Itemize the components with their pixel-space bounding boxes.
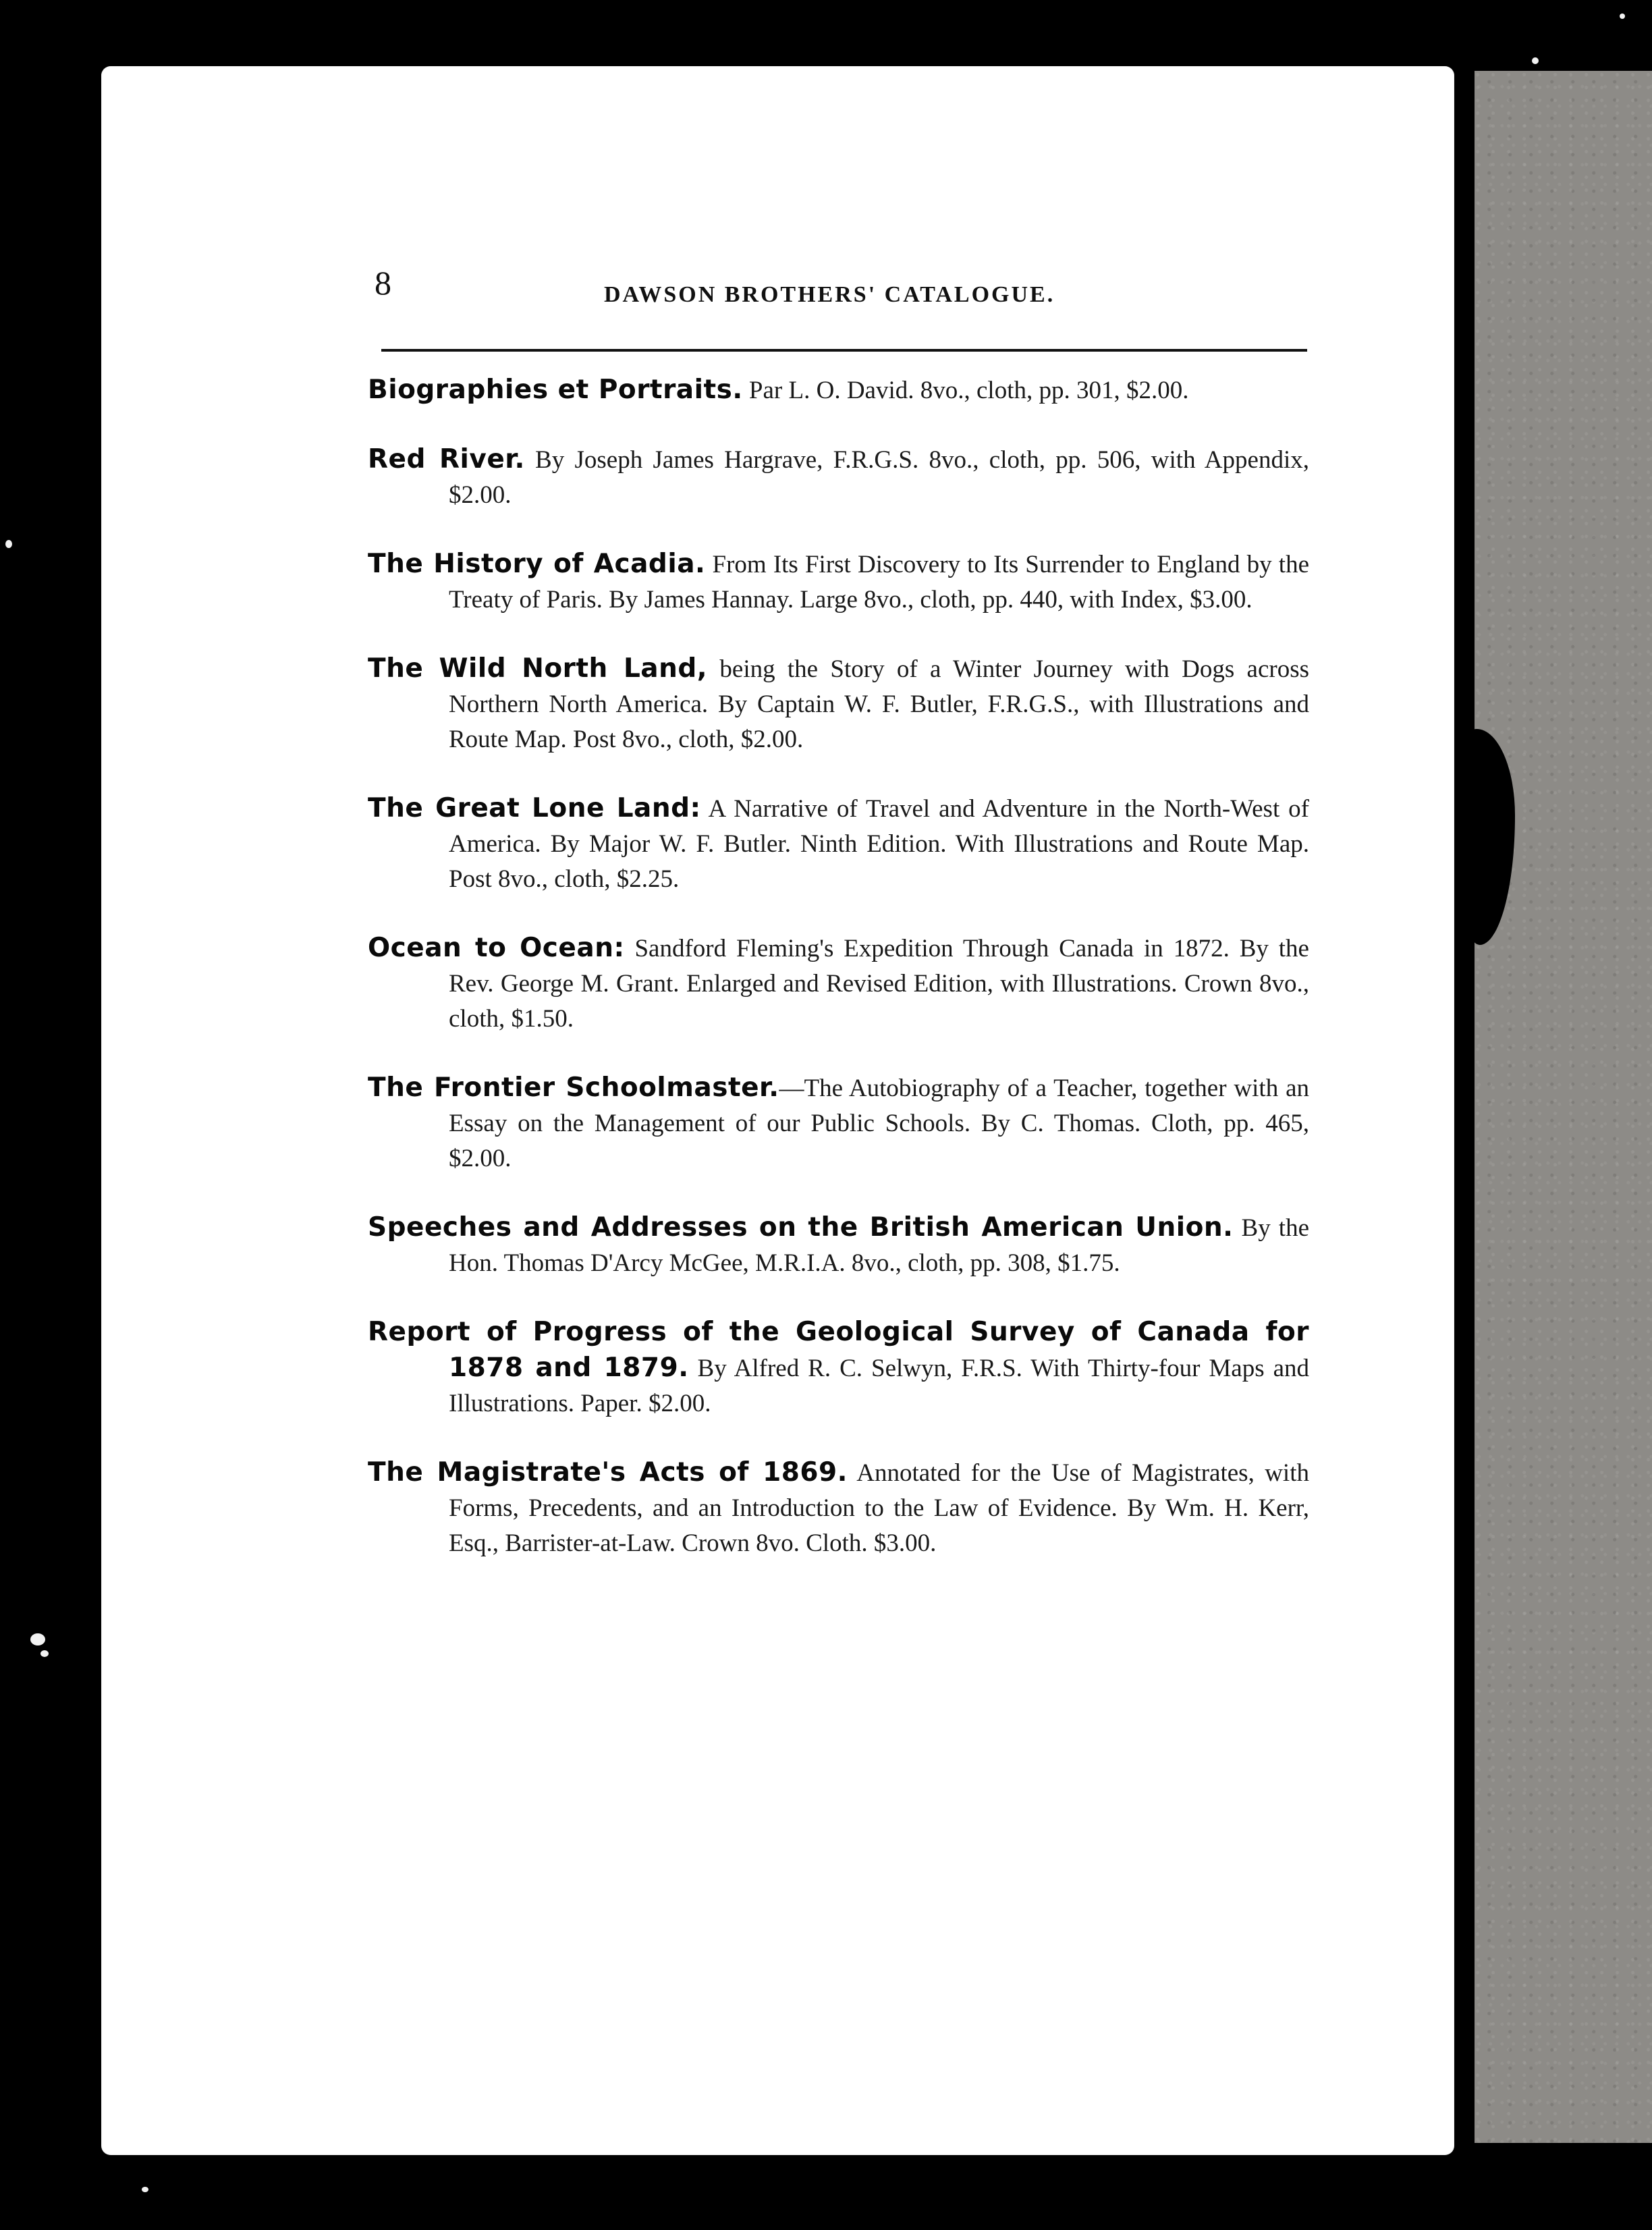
entry-title: The Great Lone Land: (368, 793, 701, 823)
catalogue-entry (368, 373, 1309, 408)
entry-title: Biographies et Portraits. (368, 375, 743, 405)
entry-description: Sandford Fleming's Expedition Through Canada in 1872. By the Rev. George M. Grant. Enlarged and Revised Edition, with Illustrations. Crown 8vo., cloth, $1.50. (449, 935, 1309, 1033)
catalogue-entry (368, 651, 1309, 757)
entry-title: Ocean to Ocean: (368, 933, 625, 963)
speck (30, 1633, 45, 1646)
entry-description: —The Autobiography of a Teacher, together with an Essay on the Management of our Public Schools. By C. Thomas. Cloth, pp. 465, $2.00. (449, 1075, 1309, 1172)
entry-title: Red River. (368, 444, 525, 474)
speck (5, 540, 12, 548)
entry-title: The History of Acadia. (368, 549, 706, 579)
entry-description: By the Hon. Thomas D'Arcy McGee, M.R.I.A. 8vo., cloth, pp. 308, $1.75. (449, 1214, 1309, 1277)
speck (40, 1650, 49, 1657)
entry-description: Annotated for the Use of Magistrates, with Forms, Precedents, and an Introduction to the Law of Evidence. By Wm. H. Kerr, Esq., Barrister-at-Law. Crown 8vo. Cloth. $3.00. (449, 1459, 1309, 1557)
entry-description: Par L. O. David. 8vo., cloth, pp. 301, $2.00. (742, 377, 1189, 404)
catalogue-entry (368, 1210, 1309, 1281)
page-header (375, 263, 1306, 351)
entry-title: The Magistrate's Acts of 1869. (368, 1457, 848, 1488)
catalogue-entry (368, 791, 1309, 897)
entry-title: The Frontier Schoolmaster. (368, 1072, 779, 1103)
entry-description: A Narrative of Travel and Adventure in the North-West of America. By Major W. F. Butler. Ninth Edition. With Illustrations and Route Map. Post 8vo., cloth, $2.25. (449, 795, 1309, 893)
catalogue-entry (368, 1315, 1309, 1421)
entry-description: being the Story of a Winter Journey with Dogs across Northern North America. By Captain W. F. Butler, F.R.G.S., with Illustrations and Route Map. Post 8vo., cloth, $2.00. (449, 655, 1309, 753)
catalogue-entries (368, 373, 1309, 1595)
entry-title: The Wild North Land, (368, 653, 708, 684)
catalogue-entry (368, 442, 1309, 513)
entry-title: Report of Progress of the Geological Survey of Canada for 1878 and 1879. (368, 1317, 1309, 1383)
entry-description: From Its First Discovery to Its Surrender to England by the Treaty of Paris. By James Hannay. Large 8vo., cloth, pp. 440, with Index, $3.00. (449, 551, 1309, 614)
speck (1532, 57, 1539, 64)
page-number: 8 (375, 264, 391, 302)
catalogue-entry (368, 547, 1309, 618)
facing-board (1475, 71, 1652, 2143)
entry-description: By Alfred R. C. Selwyn, F.R.S. With Thirty-four Maps and Illustrations. Paper. $2.00. (449, 1355, 1310, 1417)
entry-title: Speeches and Addresses on the British American Union. (368, 1212, 1234, 1243)
catalogue-entry (368, 931, 1309, 1037)
entry-description: By Joseph James Hargrave, F.R.G.S. 8vo., cloth, pp. 506, with Appendix, $2.00. (449, 446, 1309, 509)
speck (1620, 13, 1625, 19)
catalogue-entry (368, 1455, 1309, 1561)
header-rule (381, 349, 1307, 352)
speck (142, 2187, 148, 2192)
running-head: DAWSON BROTHERS' CATALOGUE. (604, 282, 1055, 307)
catalogue-entry (368, 1070, 1309, 1176)
